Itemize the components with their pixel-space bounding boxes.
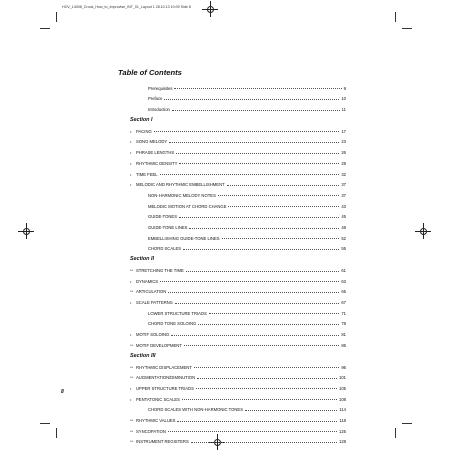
- toc-entry: [130, 155, 346, 166]
- toc-entry: [130, 262, 346, 273]
- crop-mark-icon: [40, 28, 50, 29]
- dot-leader: [154, 131, 340, 132]
- entry-marker: •: [130, 160, 132, 166]
- toc-entry: [130, 230, 346, 241]
- toc-entry-page: 125: [339, 428, 346, 434]
- crop-mark-icon: [402, 28, 412, 29]
- toc-entry-page: 55: [341, 246, 346, 252]
- toc-entry-page: 128: [339, 439, 346, 445]
- dot-leader: [168, 292, 339, 293]
- toc-entry-label: GUIDE-TONE LINES: [148, 224, 188, 230]
- dot-leader: [186, 271, 340, 272]
- entry-marker: •: [130, 182, 132, 188]
- dot-leader: [227, 185, 340, 186]
- toc-entry-label: RHYTHMIC DISPLACEMENT: [136, 364, 192, 370]
- toc-entry-page: 52: [341, 235, 346, 241]
- toc-entry-label: AUGMENTATION/DIMINUTION: [136, 375, 196, 381]
- toc-entry: [130, 219, 346, 230]
- entry-marker: •: [130, 128, 132, 134]
- dot-leader: [245, 410, 337, 411]
- toc-entry: [130, 273, 346, 284]
- toc-entry: [130, 166, 346, 177]
- toc-entry: [130, 198, 346, 209]
- toc-entry-page: 81: [341, 332, 346, 338]
- dot-leader: [174, 88, 341, 89]
- toc-entry-label: CHORD TONE SOLOING: [148, 321, 197, 327]
- toc-entry: [130, 187, 346, 198]
- toc-entry-label: DYNAMICS: [136, 278, 159, 284]
- toc-entry: [130, 391, 346, 402]
- toc-entry: [130, 284, 346, 295]
- registration-mark-left-icon: [21, 226, 31, 236]
- dot-leader: [179, 163, 339, 164]
- toc-entry: [130, 101, 346, 112]
- page-title: Table of Contents: [118, 68, 182, 77]
- page-number: 8: [61, 389, 64, 395]
- toc-entry-label: MOTIF DEVELOPMENT: [136, 342, 182, 348]
- toc-entry: [130, 209, 346, 220]
- entry-marker: •: [130, 278, 132, 284]
- toc-entry-page: 11: [341, 107, 346, 113]
- toc-entry-page: 114: [339, 407, 346, 413]
- toc-entry-label: RHYTHMIC VALUES: [136, 417, 176, 423]
- toc-entry: [130, 402, 346, 413]
- toc-entry-label: PACING: [136, 128, 152, 134]
- toc-sections: [130, 114, 346, 444]
- section-heading: Section I: [130, 117, 153, 124]
- dot-leader: [209, 313, 340, 314]
- print-slug: HOV_14008_Crook_How_to_Improvise_INT_01_Layout 1 28.10.13 10:09 Side 8: [62, 5, 191, 9]
- dot-leader: [198, 324, 339, 325]
- toc-entry-label: RHYTHMIC DENSITY: [136, 160, 178, 166]
- entry-marker: **: [130, 364, 134, 370]
- dot-leader: [189, 228, 339, 229]
- toc-entry: [130, 134, 346, 145]
- toc-entry: [130, 123, 346, 134]
- dot-leader: [171, 335, 339, 336]
- entry-marker: **: [130, 417, 134, 423]
- crop-mark-icon: [56, 12, 57, 22]
- toc-entry-label: UPPER STRUCTURE TRIADS: [136, 385, 194, 391]
- toc-entry: [130, 370, 346, 381]
- toc-entry-page: 96: [341, 364, 346, 370]
- toc-entry-page: 37: [341, 182, 346, 188]
- toc-entry: [130, 80, 346, 91]
- toc-entry-label: EMBELLISHING GUIDE-TONE LINES: [148, 235, 220, 241]
- toc-entry-label: PHRASE LENGTHS: [136, 150, 175, 156]
- toc-entry-page: 37: [341, 192, 346, 198]
- toc-entry-page: 48: [341, 224, 346, 230]
- entry-marker: •: [130, 171, 132, 177]
- entry-marker: •: [130, 332, 132, 338]
- dot-leader: [176, 153, 339, 154]
- dot-leader: [179, 217, 339, 218]
- dot-leader: [160, 281, 339, 282]
- toc-entry-label: SONG MELODY: [136, 139, 168, 145]
- entry-marker: •: [130, 396, 132, 402]
- dot-leader: [169, 142, 339, 143]
- toc-entry-label: INSTRUMENT REGISTERS: [136, 439, 189, 445]
- toc-entry-page: 32: [341, 171, 346, 177]
- dot-leader: [168, 431, 337, 432]
- toc-entry: [130, 337, 346, 348]
- toc-entry-page: 61: [341, 268, 346, 273]
- toc-entry: [130, 91, 346, 102]
- toc-entry-page: 65: [341, 289, 346, 295]
- toc-entry: [130, 144, 346, 155]
- entry-marker: **: [130, 289, 134, 295]
- dot-leader: [191, 442, 337, 443]
- dot-leader: [196, 388, 337, 389]
- toc-entry-page: 10: [341, 96, 346, 102]
- toc-entry-page: 45: [341, 214, 346, 220]
- toc-entry-page: 23: [341, 139, 346, 145]
- dot-leader: [183, 249, 339, 250]
- dot-leader: [175, 303, 340, 304]
- dot-leader: [172, 110, 340, 111]
- toc-entry-label: PENTATONIC SCALES: [136, 396, 180, 402]
- section-heading: Section III: [130, 352, 156, 359]
- dot-leader: [197, 378, 337, 379]
- entry-marker: **: [130, 439, 134, 445]
- toc-entry: [130, 294, 346, 305]
- entry-marker: •: [130, 150, 132, 156]
- toc-entry-page: 26: [341, 150, 346, 156]
- toc-entry: [130, 177, 346, 188]
- toc-entry-label: MELODIC MOTION AT CHORD CHANGE: [148, 203, 227, 209]
- toc-entry-page: 105: [339, 385, 346, 391]
- toc-entry-label: STRETCHING THE TIME: [136, 268, 184, 273]
- entry-marker: **: [130, 428, 134, 434]
- toc-entry-page: 118: [339, 417, 346, 423]
- dot-leader: [182, 399, 337, 400]
- entry-marker: **: [130, 342, 134, 348]
- registration-mark-right-icon: [418, 226, 428, 236]
- toc-entry-label: SCALE PATTERNS: [136, 300, 173, 306]
- registration-mark-top-icon: [205, 4, 215, 14]
- toc-entry-label: CHORD SCALES WITH NON-HARMONIC TONES: [148, 407, 244, 413]
- crop-mark-icon: [395, 428, 396, 438]
- toc-entry-label: CHORD SCALES: [148, 246, 182, 252]
- entry-marker: •: [130, 139, 132, 145]
- dot-leader: [177, 421, 337, 422]
- toc-entry-label: SYNCOPATION: [136, 428, 166, 434]
- toc-entry-page: 78: [341, 321, 346, 327]
- toc-entry: [130, 434, 346, 445]
- toc-entry: [130, 412, 346, 423]
- dot-leader: [228, 206, 339, 207]
- toc-entry-label: ARTICULATION: [136, 289, 167, 295]
- toc-entry-page: 67: [341, 300, 346, 306]
- entry-marker: •: [130, 385, 132, 391]
- toc-entry-page: 101: [339, 375, 346, 381]
- crop-mark-icon: [395, 12, 396, 22]
- dot-leader: [194, 367, 339, 368]
- toc-entry-page: 86: [341, 342, 346, 348]
- dot-leader: [218, 195, 339, 196]
- toc-entry-page: 43: [341, 203, 346, 209]
- toc-entry-label: NON-HARMONIC MELODY NOTES: [148, 192, 216, 198]
- toc-entry-label: GUIDE-TONES: [148, 214, 178, 220]
- toc-entry-label: Prerequisites: [148, 85, 173, 91]
- toc-entry-page: 108: [339, 396, 346, 402]
- crop-mark-icon: [56, 428, 57, 438]
- toc-entry-label: MOTIF SOLOING: [136, 332, 170, 338]
- crop-mark-icon: [402, 423, 412, 424]
- dot-leader: [164, 99, 339, 100]
- toc-entry-label: Introduction: [148, 107, 170, 113]
- dot-leader: [184, 345, 339, 346]
- entry-marker: **: [130, 268, 134, 273]
- table-of-contents: [130, 80, 346, 444]
- dot-leader: [160, 174, 340, 175]
- toc-entry-label: LOWER STRUCTURE TRIADS: [148, 310, 207, 316]
- toc-entry: [130, 326, 346, 337]
- toc-entry: [130, 305, 346, 316]
- toc-entry: [130, 359, 346, 370]
- toc-entry-page: 71: [341, 310, 346, 316]
- toc-entry-label: MELODIC AND RHYTHMIC EMBELLISHMENT: [136, 182, 225, 188]
- toc-entry-page: 63: [341, 278, 346, 284]
- toc-entry-page: 29: [341, 160, 346, 166]
- toc-entry: [130, 423, 346, 434]
- entry-marker: •: [130, 300, 132, 306]
- entry-marker: **: [130, 375, 134, 381]
- toc-entry: [130, 380, 346, 391]
- toc-entry-label: TIME FEEL: [136, 171, 158, 177]
- toc-entry-label: Preface: [148, 96, 163, 102]
- toc-entry-page: 17: [341, 128, 346, 134]
- section-heading: Section II: [130, 256, 154, 263]
- crop-mark-icon: [40, 423, 50, 424]
- toc-entry-page: 9: [343, 85, 346, 91]
- dot-leader: [222, 238, 340, 239]
- toc-entry: [130, 241, 346, 252]
- toc-entry: [130, 316, 346, 327]
